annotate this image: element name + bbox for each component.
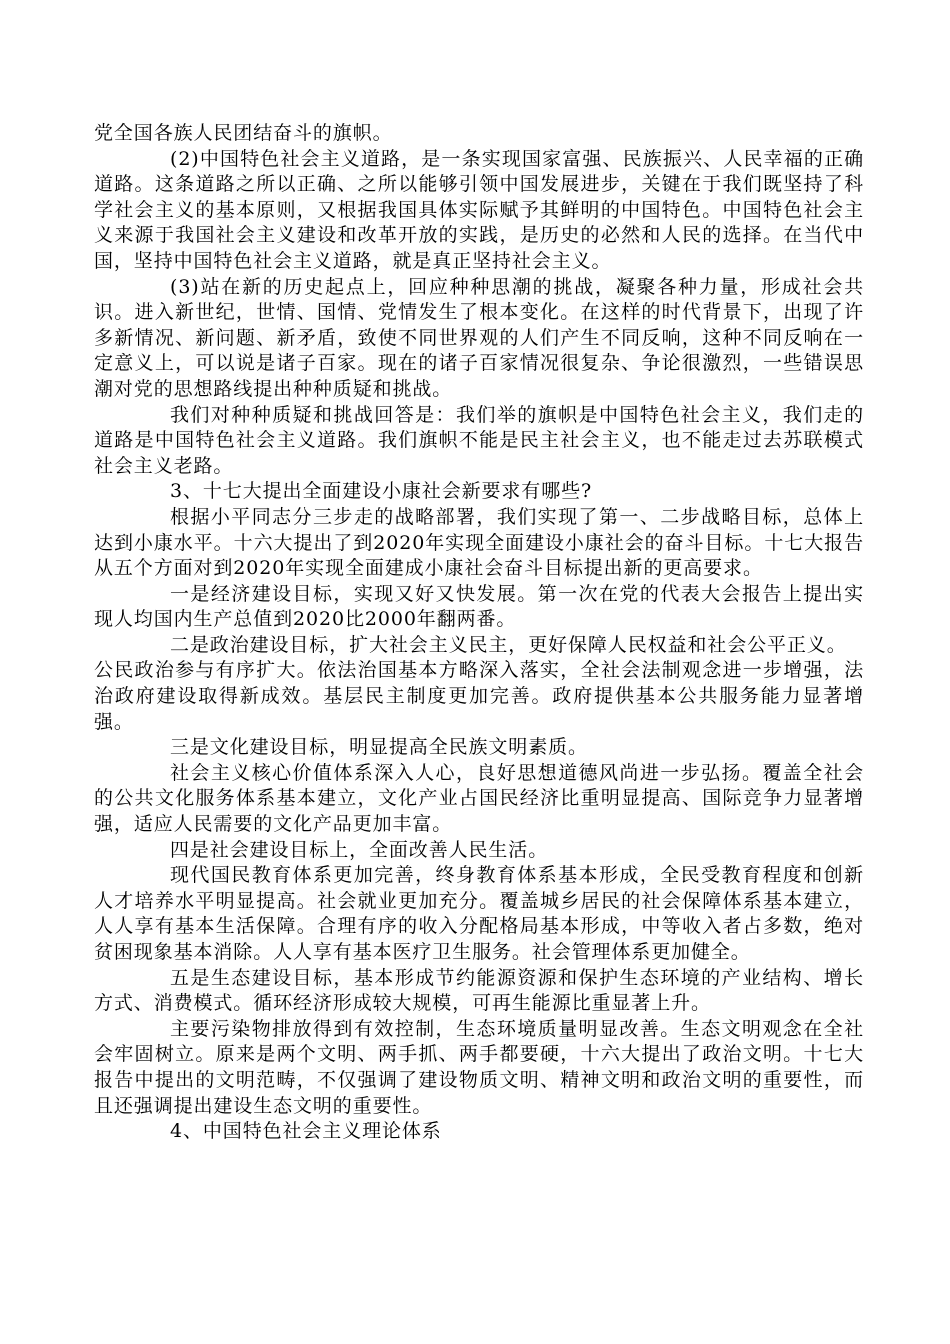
document-page xyxy=(94,121,864,1145)
paragraph-strategy: 根据小平同志分三步走的战略部署，我们实现了第一、二步战略目标，总体上达到小康水平。十六大提出了到2020年实现全面建设小康社会的奋斗目标。十七大报告从五个方面对到2020年实现全面建成小康社会奋斗目标提出新的更高要求。 xyxy=(94,505,864,580)
paragraph-ecological-goal: 五是生态建设目标，基本形成节约能源资源和保护生态环境的产业结构、增长方式、消费模式。循环经济形成较大规模，可再生能源比重显著上升。 xyxy=(94,966,864,1015)
paragraph-political-detail: 公民政治参与有序扩大。依法治国基本方略深入落实，全社会法制观念进一步增强，法治政府建设取得新成效。基层民主制度更加完善。政府提供基本公共服务能力显著增强。 xyxy=(94,659,864,733)
paragraph-social-detail: 现代国民教育体系更加完善，终身教育体系基本形成，全民受教育程度和创新人才培养水平明显提高。社会就业更加充分。覆盖城乡居民的社会保障体系基本建立，人人享有基本生活保障。合理有序的收入分配格局基本形成，中等收入者占多数，绝对贫困现象基本消除。人人享有基本医疗卫生服务。社会管理体系更加健全。 xyxy=(94,864,864,963)
paragraph-answer: 我们对种种质疑和挑战回答是：我们举的旗帜是中国特色社会主义，我们走的道路是中国特色社会主义道路。我们旗帜不能是民主社会主义，也不能走过去苏联模式社会主义老路。 xyxy=(94,403,864,477)
paragraph-cultural-detail: 社会主义核心价值体系深入人心，良好思想道德风尚进一步弘扬。覆盖全社会的公共文化服务体系基本建立，文化产业占国民经济比重明显提高、国际竞争力显著增强，适应人民需要的文化产品更加丰富。 xyxy=(94,761,864,836)
paragraph-ecological-detail: 主要污染物排放得到有效控制，生态环境质量明显改善。生态文明观念在全社会牢固树立。原来是两个文明、两手抓、两手都要硬，十六大提出了政治文明。十七大报告中提出的文明范畴，不仅强调了建设物质文明、精神文明和政治文明的重要性，而且还强调提出建设生态文明的重要性。 xyxy=(94,1017,864,1117)
paragraph-point-2: (2)中国特色社会主义道路，是一条实现国家富强、民族振兴、人民幸福的正确道路。这条道路之所以正确、之所以能够引领中国发展进步，关键在于我们既坚持了科学社会主义的基本原则，又根据我国具体实际赋予其鲜明的中国特色。中国特色社会主义来源于我国社会主义建设和改革开放的实践，是历史的必然和人民的选择。在当代中国，坚持中国特色社会主义道路，就是真正坚持社会主义。 xyxy=(94,147,864,272)
paragraph-political-goal: 二是政治建设目标，扩大社会主义民主，更好保障人民权益和社会公平正义。 xyxy=(170,633,847,656)
paragraph-cultural-goal: 三是文化建设目标，明显提高全民族文明素质。 xyxy=(170,736,588,759)
paragraph-economic-goal: 一是经济建设目标，实现又好又快发展。第一次在党的代表大会报告上提出实现人均国内生产总值到2020比2000年翻两番。 xyxy=(94,582,864,631)
section-heading-3: 3、十七大提出全面建设小康社会新要求有哪些? xyxy=(170,480,593,503)
paragraph-social-goal: 四是社会建设目标上，全面改善人民生活。 xyxy=(170,838,549,861)
paragraph-banner-continuation: 党全国各族人民团结奋斗的旗帜。 xyxy=(94,122,393,144)
paragraph-point-3: (3)站在新的历史起点上，回应种种思潮的挑战，凝聚各种力量，形成社会共识。进入新世纪，世情、国情、党情发生了根本变化。在这样的时代背景下，出现了许多新情况、新问题、新矛盾，致使不同世界观的人们产生不同反响，这种不同反响在一定意义上，可以说是诸子百家。现在的诸子百家情况很复杂、争论很激烈，一些错误思潮对党的思想路线提出种种质疑和挑战。 xyxy=(94,275,864,400)
section-heading-4: 4、中国特色社会主义理论体系 xyxy=(170,1120,442,1143)
